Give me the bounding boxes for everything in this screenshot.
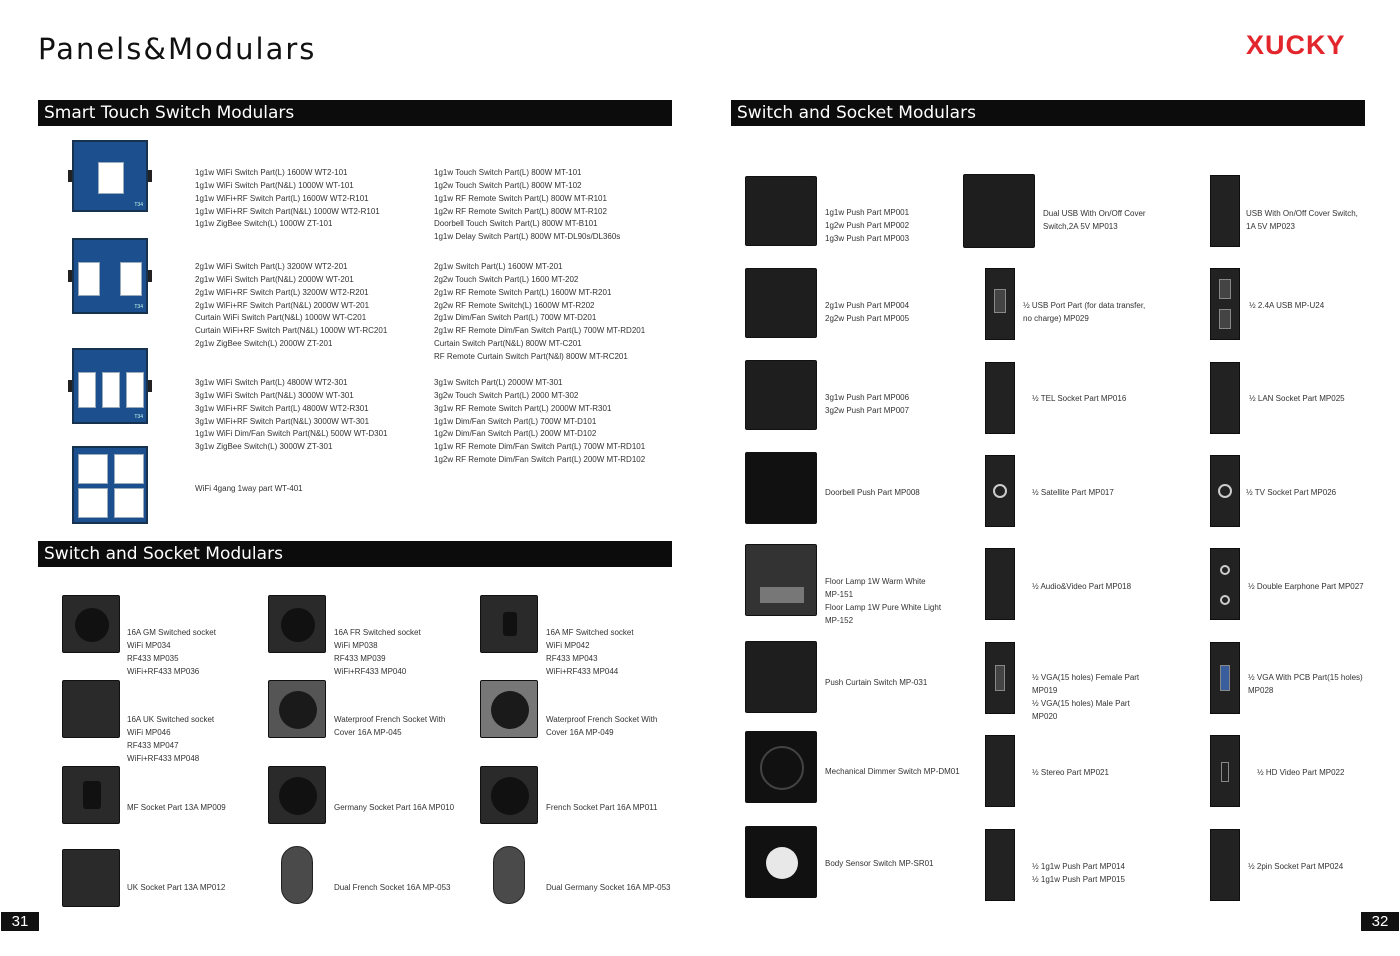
tel-socket-part-image — [985, 362, 1015, 434]
mf-socket-part-label: MF Socket Part 13A MP009 — [127, 802, 226, 812]
french-socket-part-label: French Socket Part 16A MP011 — [546, 802, 658, 812]
waterproof-french-socket-045-image — [268, 680, 326, 738]
hd-video-part-label: ½ HD Video Part MP022 — [1257, 767, 1345, 777]
usb-on-off-cover-label: USB With On/Off Cover Switch, 1A 5V MP023 — [1246, 208, 1358, 231]
smart-touch-row1-left: 1g1w WiFi Switch Part(L) 1600W WT2-101 1g1w WiFi Switch Part(N&L) 1000W WT-101 1g1w WiFi+RF Switch Part(L) 1600W WT2-R101 1g1w WiFi+RF Switch Part(N&L) 1000W WT2-R101 1g1w ZigBee Switch(L) 1000W ZT-101 — [195, 167, 380, 229]
smart-touch-row1-right: 1g1w Touch Switch Part(L) 800W MT-101 1g2w Touch Switch Part(L) 800W MT-102 1g1w RF Remote Switch Part(L) 800W MT-R101 1g2w RF Remote Switch Part(L) 800W MT-R102 Doorbell Touch Switch Part(L) 800W MT-B101 1g1w Delay Switch Part(L) 800W MT-DL90s/DL360s — [434, 167, 621, 242]
dual-french-socket-label: Dual French Socket 16A MP-053 — [334, 882, 451, 892]
lan-socket-part-image — [1210, 362, 1240, 434]
2pin-socket-part-image — [1210, 829, 1240, 901]
page-number-left: 31 — [1, 912, 39, 931]
page-number-right: 32 — [1361, 912, 1399, 931]
section-bar-switch-socket-right: Switch and Socket Modulars — [731, 100, 1365, 126]
french-socket-part-image — [480, 766, 538, 824]
usb-port-part-label: ½ USB Port Part (for data transfer, no charge) MP029 — [1023, 300, 1146, 323]
usb-on-off-cover-image — [1210, 175, 1240, 247]
usb-port-part-image — [985, 268, 1015, 340]
floor-lamp-label: Floor Lamp 1W Warm White MP-151 Floor Lamp 1W Pure White Light MP-152 — [825, 576, 942, 625]
uk-socket-part-image — [62, 849, 120, 907]
usb-24a-image — [1210, 268, 1240, 340]
section-bar-switch-socket-left: Switch and Socket Modulars — [38, 541, 672, 567]
hd-video-part-image — [1210, 735, 1240, 807]
push-part-1g-label: 1g1w Push Part MP001 1g2w Push Part MP002 1g3w Push Part MP003 — [825, 207, 910, 243]
socket-gm-switched-image — [62, 595, 120, 653]
smart-touch-panel-2gang: T34 — [72, 238, 148, 314]
doorbell-push-part-image — [745, 452, 817, 524]
body-sensor-switch-label: Body Sensor Switch MP-SR01 — [825, 858, 934, 868]
stereo-part-label: ½ Stereo Part MP021 — [1032, 767, 1109, 777]
push-part-3g-label: 3g1w Push Part MP006 3g2w Push Part MP007 — [825, 392, 910, 415]
waterproof-french-socket-049-label: Waterproof French Socket With Cover 16A MP-049 — [546, 714, 658, 737]
smart-touch-row3-right: 3g1w Switch Part(L) 2000W MT-301 3g2w Touch Switch Part(L) 2000 MT-302 3g1w RF Remote Switch Part(L) 2000W MT-R301 1g1w Dim/Fan Switch Part(L) 700W MT-D101 1g2w Dim/Fan Switch Part(L) 200W MT-D102 1g1w RF Remote Dim/Fan Switch Part(L) 700W MT-RD101 1g2w RF Remote Dim/Fan Switch Part(L) 200W MT-RD102 — [434, 377, 646, 465]
section-bar-smart-touch: Smart Touch Switch Modulars — [38, 100, 672, 126]
smart-touch-panel-3gang: T34 — [72, 348, 148, 424]
germany-socket-part-image — [268, 766, 326, 824]
waterproof-french-socket-049-image — [480, 680, 538, 738]
lan-socket-part-label: ½ LAN Socket Part MP025 — [1249, 393, 1345, 403]
push-part-2g-image — [745, 268, 817, 338]
tv-socket-part-image — [1210, 455, 1240, 527]
vga-part-label: ½ VGA(15 holes) Female Part MP019 ½ VGA(15 holes) Male Part MP020 — [1032, 672, 1140, 721]
tv-socket-part-label: ½ TV Socket Part MP026 — [1246, 487, 1337, 497]
socket-gm-switched-label: 16A GM Switched socket WiFi MP034 RF433 MP035 WiFi+RF433 MP036 — [127, 627, 216, 676]
vga-pcb-part-label: ½ VGA With PCB Part(15 holes) MP028 — [1248, 672, 1363, 695]
half-push-part-label: ½ 1g1w Push Part MP014 ½ 1g1w Push Part MP015 — [1032, 861, 1125, 884]
doorbell-push-part-label: Doorbell Push Part MP008 — [825, 487, 920, 497]
mechanical-dimmer-image — [745, 731, 817, 803]
half-push-part-image — [985, 829, 1015, 901]
brand-logo: XUCKY — [1246, 30, 1346, 60]
vga-part-image — [985, 642, 1015, 714]
push-curtain-switch-image — [745, 641, 817, 713]
germany-socket-part-label: Germany Socket Part 16A MP010 — [334, 802, 455, 812]
vga-pcb-part-image — [1210, 642, 1240, 714]
dual-usb-image — [963, 174, 1035, 248]
socket-mf-switched-image — [480, 595, 538, 653]
uk-socket-part-label: UK Socket Part 13A MP012 — [127, 882, 226, 892]
socket-fr-switched-image — [268, 595, 326, 653]
tel-socket-part-label: ½ TEL Socket Part MP016 — [1032, 393, 1127, 403]
mechanical-dimmer-label: Mechanical Dimmer Switch MP-DM01 — [825, 766, 960, 776]
push-part-2g-label: 2g1w Push Part MP004 2g2w Push Part MP005 — [825, 300, 910, 323]
socket-uk-switched-label: 16A UK Switched socket WiFi MP046 RF433 MP047 WiFi+RF433 MP048 — [127, 714, 215, 763]
socket-uk-switched-image — [62, 680, 120, 738]
dual-germany-socket-image — [493, 846, 525, 904]
push-curtain-switch-label: Push Curtain Switch MP-031 — [825, 677, 928, 687]
mf-socket-part-image — [62, 766, 120, 824]
smart-touch-row2-right: 2g1w Switch Part(L) 1600W MT-201 2g2w Touch Switch Part(L) 1600 MT-202 2g1w RF Remote Switch Part(L) 1600W MT-R201 2g2w RF Remote Switch(L) 1600W MT-R202 2g1w Dim/Fan Switch Part(L) 700W MT-D201 2g1w RF Remote Dim/Fan Switch Part(L) 700W MT-RD201 Curtain Switch Part(N&L) 800W MT-C201 RF Remote Curtain Switch Part(N&l) 800W MT-RC201 — [434, 261, 646, 362]
smart-touch-row4-left: WiFi 4gang 1way part WT-401 — [195, 483, 303, 493]
smart-touch-row3-left: 3g1w WiFi Switch Part(L) 4800W WT2-301 3g1w WiFi Switch Part(N&L) 3000W WT-301 3g1w WiFi+RF Switch Part(L) 4800W WT2-R301 3g1w WiFi+RF Switch Part(N&L) 3000W WT-301 1g1w WiFi Dim/Fan Switch Part(N&L) 500W WT-D301 3g1w ZigBee Switch(L) 3000W ZT-301 — [195, 377, 388, 452]
smart-touch-panel-4gang — [72, 446, 148, 524]
double-earphone-part-label: ½ Double Earphone Part MP027 — [1248, 581, 1364, 591]
smart-touch-panel-1gang: T34 — [72, 140, 148, 212]
dual-germany-socket-label: Dual Germany Socket 16A MP-053 — [546, 882, 671, 892]
smart-touch-row2-left: 2g1w WiFi Switch Part(L) 3200W WT2-201 2g1w WiFi Switch Part(N&L) 2000W WT-201 2g1w WiFi+RF Switch Part(L) 3200W WT2-R201 2g1w WiFi+RF Switch Part(N&L) 2000W WT-201 Curtain WiFi Switch Part(N&L) 1000W WT-C201 Curtain WiFi+RF Switch Part(N&L) 1000W WT-RC201 2g1w ZigBee Switch(L) 2000W ZT-201 — [195, 261, 388, 349]
satellite-part-image — [985, 455, 1015, 527]
push-part-1g-image — [745, 176, 817, 246]
page-title: Panels&Modulars — [38, 32, 317, 66]
audio-video-part-label: ½ Audio&Video Part MP018 — [1032, 581, 1132, 591]
audio-video-part-image — [985, 548, 1015, 620]
waterproof-french-socket-045-label: Waterproof French Socket With Cover 16A MP-045 — [334, 714, 446, 737]
dual-usb-label: Dual USB With On/Off Cover Switch,2A 5V MP013 — [1043, 208, 1146, 231]
dual-french-socket-image — [281, 846, 313, 904]
double-earphone-part-image — [1210, 548, 1240, 620]
push-part-3g-image — [745, 360, 817, 430]
body-sensor-switch-image — [745, 826, 817, 898]
satellite-part-label: ½ Satellite Part MP017 — [1032, 487, 1114, 497]
stereo-part-image — [985, 735, 1015, 807]
usb-24a-label: ½ 2.4A USB MP-U24 — [1249, 300, 1325, 310]
floor-lamp-image — [745, 544, 817, 616]
socket-mf-switched-label: 16A MF Switched socket WiFi MP042 RF433 MP043 WiFi+RF433 MP044 — [546, 627, 634, 676]
socket-fr-switched-label: 16A FR Switched socket WiFi MP038 RF433 MP039 WiFi+RF433 MP040 — [334, 627, 421, 676]
2pin-socket-part-label: ½ 2pin Socket Part MP024 — [1248, 861, 1344, 871]
